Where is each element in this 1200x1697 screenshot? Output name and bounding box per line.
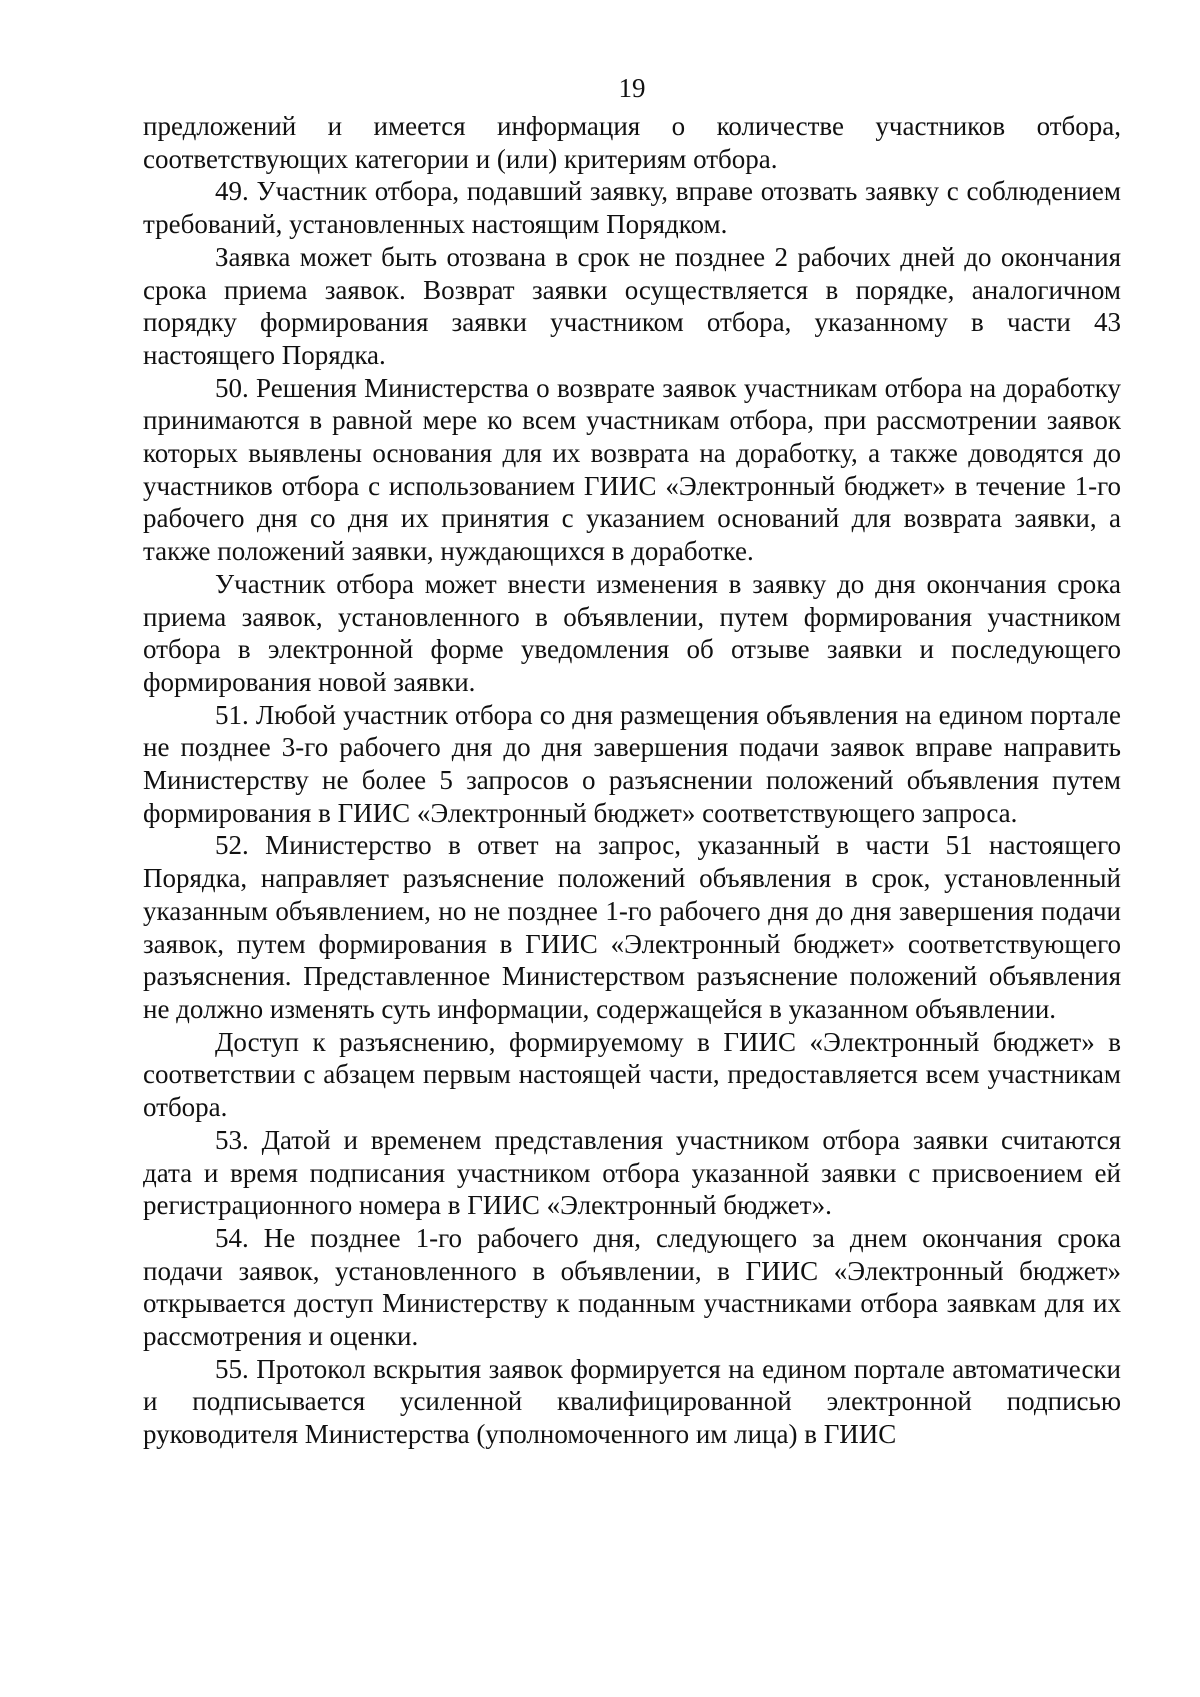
- paragraph-item-54: 54. Не позднее 1-го рабочего дня, следующего за днем окончания срока подачи заявок, установленного в объявлении, в ГИИС «Электронный бюджет» открывается доступ Министерству к поданным участниками отбора заявкам для их рассмотрения и оценки.: [143, 1222, 1121, 1352]
- paragraph-continuation: предложений и имеется информация о количестве участников отбора, соответствующих категории и (или) критериям отбора.: [143, 111, 1121, 174]
- paragraph-application-changes: Участник отбора может внести изменения в заявку до дня окончания срока приема заявок, установленного в объявлении, путем формирования участником отбора в электронной форме уведомления об отзыве заявки и последующего формирования новой заявки.: [143, 568, 1121, 697]
- paragraph-withdrawal-term: Заявка может быть отозвана в срок не позднее 2 рабочих дней до окончания срока приема заявок. Возврат заявки осуществляется в порядке, аналогичном порядку формирования заявки участником отбора, указанному в части 43 настоящего Порядка.: [143, 241, 1121, 370]
- paragraph-item-53: 53. Датой и временем представления участником отбора заявки считаются дата и время подписания участником отбора указанной заявки с присвоением ей регистрационного номера в ГИИС «Электронный бюджет».: [143, 1124, 1121, 1221]
- page-number: 19: [618, 73, 646, 103]
- paragraph-item-49: 49. Участник отбора, подавший заявку, вправе отозвать заявку с соблюдением требований, установленных настоящим Порядком.: [143, 176, 1121, 240]
- paragraph-item-51: 51. Любой участник отбора со дня размещения объявления на едином портале не позднее 3-го рабочего дня до дня завершения подачи заявок вправе направить Министерству не более 5 запросов о разъяснении положений объявления путем формирования в ГИИС «Электронный бюджет» соответствующего запроса.: [143, 699, 1121, 828]
- paragraph-item-50: 50. Решения Министерства о возврате заявок участникам отбора на доработку принимаются в равной мере ко всем участникам отбора, при рассмотрении заявок которых выявлены основания для их возврата на доработку, а также доводятся до участников отбора с использованием ГИИС «Электронный бюджет» в течение 1-го рабочего дня со дня их принятия с указанием оснований для возврата заявки, а также положений заявки, нуждающихся в доработке.: [143, 372, 1121, 567]
- paragraph-item-52: 52. Министерство в ответ на запрос, указанный в части 51 настоящего Порядка, направляет разъяснение положений объявления в срок, установленный указанным объявлением, но не позднее 1-го рабочего дня до дня завершения подачи заявок, путем формирования в ГИИС «Электронный бюджет» соответствующего разъяснения. Представленное Министерством разъяснение положений объявления не должно изменять суть информации, содержащейся в указанном объявлении.: [143, 830, 1121, 1024]
- paragraph-item-55: 55. Протокол вскрытия заявок формируется на едином портале автоматически и подписывается усиленной квалифицированной электронной подписью руководителя Министерства (уполномоченного им лица) в ГИИС: [143, 1353, 1121, 1450]
- paragraph-clarification-access: Доступ к разъяснению, формируемому в ГИИС «Электронный бюджет» в соответствии с абзацем первым настоящей части, предоставляется всем участникам отбора.: [143, 1026, 1121, 1123]
